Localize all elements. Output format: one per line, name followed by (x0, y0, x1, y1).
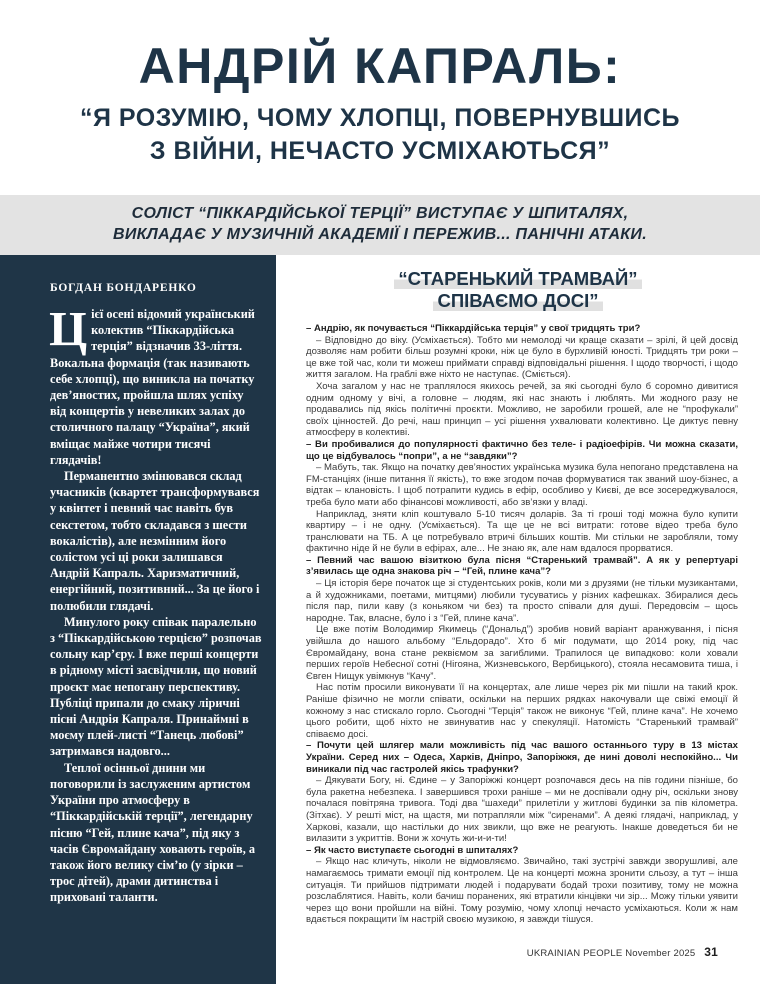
interview-answer: – Дякувати Богу, ні. Єдине – у Запоріжжі концерт розпочався десь на пів години пізніше, бо була ракетна небезпека. І завершився трохи раніше – ми не доспівали одну річ, оскільки знову почалася повітряна тривога. Тоді два “шахеди” прилетіли у житлові будинки за пів кілометра. (Зітхає). У решті міст, на щастя, ми потрапляли між “сиренами”. А деякі глядачі, наприклад, у Харкові, казали, що настільки до них звикли, що вже не реагують. Інакше доведеться би не вилазити з укриттів. Вони ж хочуть жи-и-и-ти! (306, 775, 738, 845)
interview-answer: – Ця історія бере початок ще зі студентських років, коли ми з друзями (не тільки музикантами, а й художниками, поетами, митцями) любили тусуватись у різних кафешках. Збиралися десь після пар, пили каву (з коньяком чи без) та просто співали для душі. Передовсім – щось народне. Так, власне, було і з “Гей, плине кача”. (306, 578, 738, 624)
drop-cap: Ц (49, 301, 88, 356)
author-byline: БОГДАН БОНДАРЕНКО (50, 282, 197, 294)
section-heading-line-2: СПІВАЄМО ДОСІ” (433, 290, 602, 311)
page-footer (527, 945, 718, 959)
title-quote-line-1: “Я РОЗУМІЮ, ЧОМУ ХЛОПЦІ, ПОВЕРНУВШИСЬ (79, 104, 681, 132)
interview-answer: – Якщо нас кличуть, ніколи не відмовляємо. Звичайно, такі зустрічі завжди зворушливі, але намагаємось тримати емоції під контролем. Це на концерті можна зронити сльозу, а тут – інша ситуація. Ти прийшов підтримати людей і подарувати бодай трохи позитиву, тому не можна розслаблятися. Навіть, коли бачиш поранених, які втратили кінцівки чи зір... Можу тільки уявити через що вони пройшли на війні. Тому розумію, чому хлопці нечасто усміхаються. Коли ж нам вдається покращити їм настрій своєю музикою, я завжди тішуся. (306, 856, 738, 926)
section-heading-line-1: “СТАРЕНЬКИЙ ТРАМВАЙ” (394, 268, 641, 289)
intro-paragraph: Перманентно змінювався склад учасників (квартет трансформувався у квінтет і певний час навіть був секстетом, тобто складався з шести вокалістів), але незмінним його солістом усі ці роки залишався Андрій Капраль. Харизматичний, енергійний, позитивний... За це його і полюбили глядачі. (50, 469, 260, 613)
intro-text (49, 301, 262, 906)
interview-answer: – Відповідно до віку. (Усміхається). Тобто ми немолоді чи краще сказати – зрілі, й цей досвід дозволяє нам робити більш розумні кроки, ніж це було в бурхливій юності. Тридцять три роки – це вже той час, коли ти можеш приймати справді відповідальні рішення. І щодо творчості, і щодо життя загалом. На граблі вже ніхто не наступає. (Сміється). (306, 334, 738, 381)
interview-question: – Андрію, як почувається “Піккардійська терція” у свої тридцять три? (306, 323, 641, 334)
interview-question: – Певний час вашою візиткою була пісня “Старенький трамвай”. А як у репертуарі з’явилась ще одна знакова річ – “Гей, плине кача”? (306, 554, 738, 578)
intro-paragraph: Минулого року співак паралельно з “Піккардійською терцією” розпочав сольну кар’єру. І вже перші концерти в рідному місті засвідчили, що новий проєкт має непогану перспективу. Публіці припали до смаку ліричні пісні Андрія Капраля. Принаймні в моєму плей-листі “Танець любові” затримався надовго... (50, 614, 262, 759)
subtitle-text (0, 195, 760, 245)
article-paragraph: Наприклад, зняти кліп коштувало 5-10 тисяч доларів. За ті гроші тоді можна було купити квартиру – і не одну. (Усміхається). Та ще це не всі витрати: готове відео треба було транслювати на ТБ. А це потребувало втричі більших коштів. Ми стільки не заробляли, тому фактично ніде й не були в ефірах, але... Не знаю як, але нам вдалося прорватися. (306, 508, 738, 555)
magazine-name: UKRAINIAN PEOPLE (526, 948, 623, 959)
article-paragraph: Хоча загалом у нас не траплялося якихось речей, за які сьогодні було б соромно дивитися одним одному у вічі, а головне – людям, які нас знають і люблять. Ми жодного разу не продавались під якісь політичні проєкти. Можливо, не заробили грошей, але не “профукали” своїх цінностей. До речі, наш принцип – усі рішення ухвалювати колективно. Це диктує певну атмосферу в колективі. (306, 380, 738, 439)
interview-question: – Як часто виступаєте сьогодні в шпиталях? (306, 844, 519, 856)
page-number: 31 (704, 945, 718, 959)
article-paragraph: Це вже потім Володимир Якимець (“Дональд”) зробив новий варіант аранжування, і пісня увійшла до нашого альбому “Ельдорадо”. Хто б міг подумати, що 2014 року, під час Євромайдану, вона стане реквіємом за загиблими. Трапилося це випадково: коли ховали перших героїв Небесної сотні (Нігояна, Жизневського, Вербицького), стояла несамовита тиша, і Євген Нищук увімкнув “Качу”. (306, 624, 738, 682)
issue-date: November 2025 (625, 948, 696, 959)
interview-answer: – Мабуть, так. Якщо на початку дев’яностих українська музика була непогано представлена на FM-станціях (інше питання її якість), то вже згодом почав формуватися так званий шоу-бізнес, а відтак – клановість. І щоб потрапити кудись в ефір, особливо у Києві, де все зосереджувалося, треба було мати або фінансові можливості, або зв’язки у владі. (306, 462, 738, 508)
title-quote (0, 102, 760, 168)
section-heading (300, 268, 736, 312)
title-quote-line-2: З ВІЙНИ, НЕЧАСТО УСМІХАЮТЬСЯ” (149, 137, 611, 165)
title-main: АНДРІЙ КАПРАЛЬ: (138, 38, 622, 94)
interview-question: – Ви пробивалися до популярності фактично без теле- і радіоефірів. Чи можна сказати, що це відбувалось “попри”, а не “завдяки”? (306, 438, 738, 462)
interview-question: – Почути цей шлягер мали можливість під час вашого останнього туру в 13 містах України. Серед них – Одеса, Харків, Дніпро, Запоріжжя, де нині доволі неспокійно... Чи виникали під час гастролей якісь трафунки? (306, 740, 738, 775)
subtitle-line-2: ВИКЛАДАЄ У МУЗИЧНІЙ АКАДЕМІЇ І ПЕРЕЖИВ... ПАНІЧНІ АТАКИ. (112, 226, 647, 243)
intro-paragraph: Теплої осінньої днини ми поговорили із заслуженим артистом України про атмосферу в “Піккардійській терції”, легендарну пісню “Гей, плине кача”, під яку з часів Євромайдану ховають героїв, а також його велику сім’ю (у зірки – трос дітей), драми дитинства і приховані таланти. (50, 760, 255, 905)
article-title (0, 38, 760, 168)
intro-paragraph: Цієї осені відомий український колектив “Піккардійська терція” відзначив 33-ліття. Вокальна формація (так називають себе хлопці), що виникла на початку дев’яностих, пройшла шлях успіху від концертів у невеликих залах до столичного палацу “Україна”, який вміщає майже чотири тисячі глядачів! (49, 301, 255, 467)
subtitle-bar (0, 195, 760, 255)
subtitle-line-1: СОЛІСТ “ПІККАРДІЙСЬКОЇ ТЕРЦІЇ” ВИСТУПАЄ У ШПИТАЛЯХ, (131, 205, 629, 222)
article-paragraph: Нас потім просили виконувати її на концертах, але лише через рік ми пішли на такий крок. Раніше фізично не могли співати, оскільки на перших рядках накочували ще свіжі емоції й кожному з нас стискало горло. Сьогодні “Терція” також не виконує “Гей, плине кача”. Не хочемо цього робити, щоб ніхто не звинуватив нас у спекуляції. Натомість “Старенький трамвай” співаємо досі. (306, 682, 738, 740)
article-body (306, 323, 738, 926)
